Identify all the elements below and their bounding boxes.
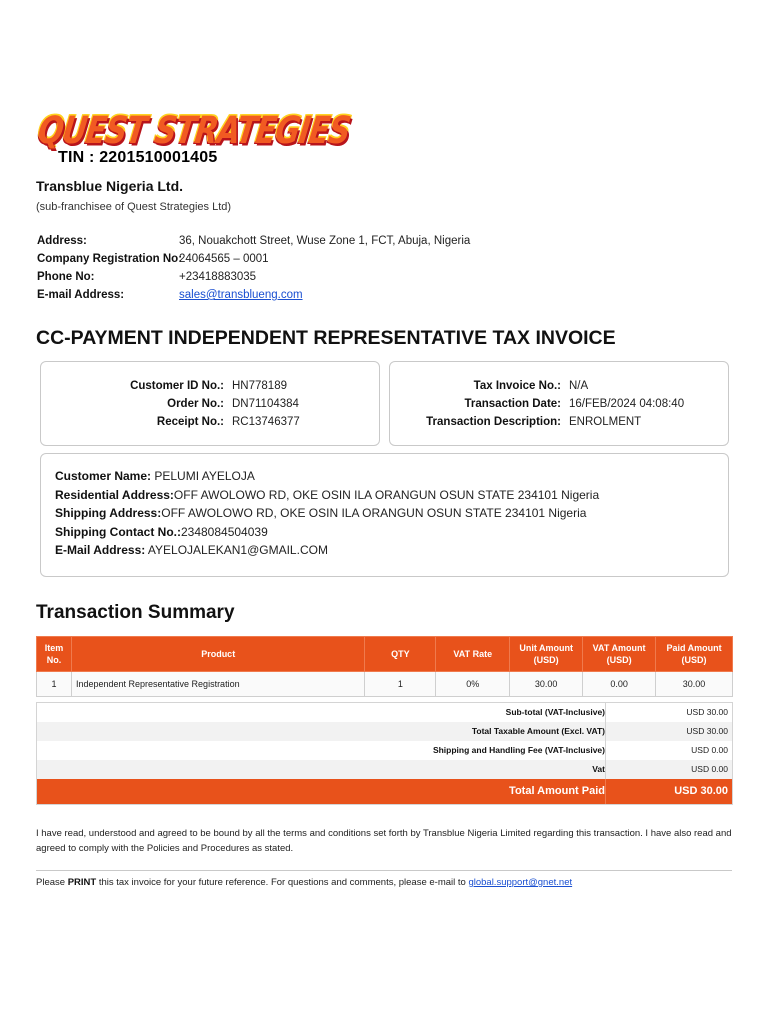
customer-details bbox=[55, 467, 599, 560]
sales-email-link[interactable]: sales@transblueng.com bbox=[179, 289, 303, 301]
agreement-text: I have read, understood and agreed to be bound by all the terms and conditions set forth by Transblue Nigeria Limited regarding this transaction. I have also read and agreed to comply with the Policies and Procedures as stated. bbox=[36, 828, 732, 854]
cust-label: Shipping Contact No.: bbox=[55, 524, 181, 539]
kv-value: N/A bbox=[569, 380, 589, 392]
cell-item: 1 bbox=[37, 672, 72, 697]
order-no-row bbox=[41, 395, 300, 413]
header-unit-amount bbox=[510, 637, 583, 672]
company-name: Transblue Nigeria Ltd. bbox=[36, 178, 184, 194]
sum-value: USD 0.00 bbox=[691, 745, 728, 755]
kv-value: RC13746377 bbox=[232, 416, 300, 428]
order-ids bbox=[41, 377, 300, 431]
transaction-info bbox=[390, 377, 684, 431]
divider bbox=[605, 760, 606, 779]
info-value: 36, Nouakchott Street, Wuse Zone 1, FCT, Abuja, Nigeria bbox=[179, 235, 471, 247]
header-text: Unit Amount bbox=[519, 643, 573, 653]
info-value: +23418883035 bbox=[179, 271, 257, 283]
order-ids-box bbox=[40, 361, 380, 446]
kv-value: 16/FEB/2024 04:08:40 bbox=[569, 398, 685, 410]
cell-product: Independent Representative Registration bbox=[71, 672, 364, 697]
header-paid-amount bbox=[656, 637, 733, 672]
cell-vat-amount: 0.00 bbox=[583, 672, 656, 697]
kv-label: Order No.: bbox=[167, 398, 224, 410]
cell-vat-rate: 0% bbox=[436, 672, 510, 697]
support-email-link[interactable]: global.support@gnet.net bbox=[468, 877, 573, 888]
header-item-no bbox=[37, 637, 72, 672]
cust-value: AYELOJALEKAN1@GMAIL.COM bbox=[145, 543, 328, 557]
customer-email-row bbox=[55, 541, 599, 560]
vat-row bbox=[37, 760, 732, 779]
print-note-bold: PRINT bbox=[67, 877, 97, 888]
cust-value: OFF AWOLOWO RD, OKE OSIN ILA ORANGUN OSUN STATE 234101 Nigeria bbox=[161, 506, 587, 520]
divider bbox=[605, 779, 606, 804]
sum-value: USD 0.00 bbox=[691, 764, 728, 774]
header-product: Product bbox=[71, 637, 364, 672]
kv-label: Tax Invoice No.: bbox=[473, 380, 561, 392]
cell-qty: 1 bbox=[365, 672, 436, 697]
divider-line bbox=[36, 870, 732, 871]
transaction-summary-title: Transaction Summary bbox=[36, 602, 235, 623]
print-note bbox=[36, 877, 572, 888]
header-vat-amount bbox=[583, 637, 656, 672]
print-note-prefix: Please bbox=[36, 877, 68, 888]
totals-summary bbox=[36, 702, 733, 805]
header-qty: QTY bbox=[365, 637, 436, 672]
info-email bbox=[37, 286, 470, 304]
kv-value: DN71104384 bbox=[232, 398, 299, 410]
cust-label: Shipping Address: bbox=[55, 506, 162, 520]
customer-box bbox=[40, 453, 729, 577]
invoice-title: CC-PAYMENT INDEPENDENT REPRESENTATIVE TAX INVOICE bbox=[36, 327, 616, 349]
sum-label: Shipping and Handling Fee (VAT-Inclusive) bbox=[432, 745, 605, 755]
sum-value: USD 30.00 bbox=[686, 726, 728, 736]
transaction-description-row bbox=[390, 413, 684, 431]
shipping-contact-row bbox=[55, 523, 599, 542]
kv-label: Customer ID No.: bbox=[130, 380, 224, 392]
receipt-no-row bbox=[41, 413, 300, 431]
sum-label: Vat bbox=[592, 764, 605, 774]
cust-label: E-Mail Address: bbox=[55, 543, 146, 557]
info-label: Address: bbox=[37, 235, 87, 247]
cell-paid-amount: 30.00 bbox=[656, 672, 733, 697]
header-text: (USD) bbox=[606, 655, 632, 665]
total-label: Total Amount Paid bbox=[509, 785, 605, 797]
table-row bbox=[37, 672, 733, 697]
cust-value: OFF AWOLOWO RD, OKE OSIN ILA ORANGUN OSUN STATE 234101 Nigeria bbox=[173, 487, 600, 502]
divider bbox=[605, 703, 606, 722]
info-value: 24064565 – 0001 bbox=[179, 253, 269, 265]
header-text: Item bbox=[44, 643, 64, 653]
customer-id-row bbox=[41, 377, 300, 395]
kv-label: Receipt No.: bbox=[156, 416, 224, 428]
header-text: VAT Amount bbox=[592, 643, 646, 653]
total-amount-paid-row bbox=[37, 779, 732, 804]
company-subtitle: (sub-franchisee of Quest Strategies Ltd) bbox=[36, 201, 232, 213]
taxable-amount-row bbox=[37, 722, 732, 741]
info-label: Company Registration No: bbox=[37, 253, 183, 265]
sum-value: USD 30.00 bbox=[686, 707, 728, 717]
transaction-date-row bbox=[390, 395, 684, 413]
sum-label: Total Taxable Amount (Excl. VAT) bbox=[471, 726, 605, 736]
tin-number: TIN : 2201510001405 bbox=[58, 149, 218, 166]
customer-name-row bbox=[55, 467, 599, 486]
cust-value: 2348084504039 bbox=[180, 524, 268, 539]
cust-value: PELUMI AYELOJA bbox=[151, 469, 255, 483]
quest-strategies-logo bbox=[35, 104, 353, 153]
info-address bbox=[37, 232, 470, 250]
kv-value: ENROLMENT bbox=[569, 416, 642, 428]
info-phone bbox=[37, 268, 470, 286]
cust-label: Customer Name: bbox=[55, 469, 152, 483]
shipping-address-row bbox=[55, 504, 599, 523]
info-label: E-mail Address: bbox=[37, 289, 125, 301]
company-info bbox=[37, 232, 470, 304]
kv-value: HN778189 bbox=[232, 380, 287, 392]
cell-unit-amount: 30.00 bbox=[510, 672, 583, 697]
tax-invoice-row bbox=[390, 377, 684, 395]
subtotal-row bbox=[37, 703, 732, 722]
transaction-table bbox=[36, 636, 733, 697]
kv-label: Transaction Date: bbox=[464, 398, 561, 410]
transaction-info-box bbox=[389, 361, 729, 446]
total-value: USD 30.00 bbox=[674, 785, 728, 797]
info-registration bbox=[37, 250, 470, 268]
header-text: (USD) bbox=[681, 655, 707, 665]
divider bbox=[605, 722, 606, 741]
kv-label: Transaction Description: bbox=[426, 416, 561, 428]
table-header-row bbox=[37, 637, 733, 672]
header-text: No. bbox=[46, 655, 62, 665]
divider bbox=[605, 741, 606, 760]
sum-label: Sub-total (VAT-Inclusive) bbox=[505, 707, 605, 717]
info-label: Phone No: bbox=[37, 271, 95, 283]
cust-label: Residential Address: bbox=[55, 487, 174, 502]
shipping-fee-row bbox=[37, 741, 732, 760]
residential-address-row bbox=[55, 486, 599, 505]
header-text: Paid Amount bbox=[666, 643, 722, 653]
print-note-middle: this tax invoice for your future reference. For questions and comments, please e-mail to bbox=[96, 877, 469, 888]
header-text: (USD) bbox=[533, 655, 559, 665]
header-vat-rate: VAT Rate bbox=[436, 637, 510, 672]
logo-wordmark: QUEST STRATEGIES bbox=[35, 109, 353, 153]
